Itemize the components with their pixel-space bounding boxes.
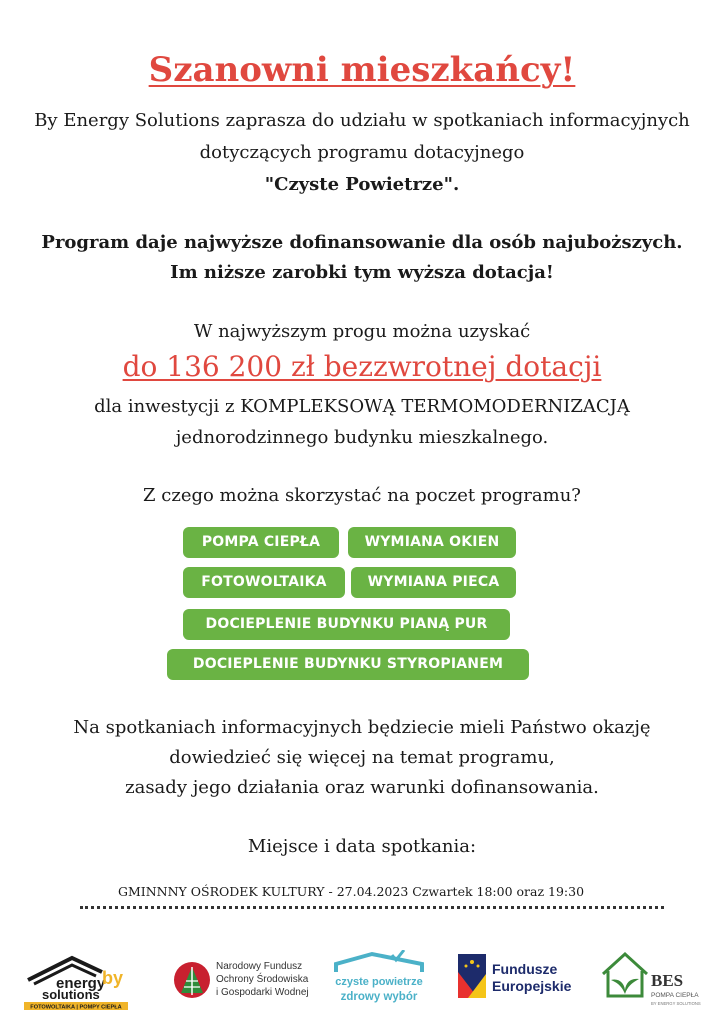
czyste-line-2: zdrowy wybór bbox=[340, 991, 418, 1003]
investment-line-2: jednorodzinnego budynku mieszkalnego. bbox=[175, 427, 549, 448]
question-text: Z czego można skorzystać na poczet programu? bbox=[143, 485, 581, 506]
nfosigw-logo bbox=[172, 955, 320, 1005]
bes-logo bbox=[599, 950, 705, 1008]
max-tier-text: W najwyższym progu można uzyskać bbox=[193, 321, 531, 342]
czyste-line-1: czyste powietrze bbox=[335, 976, 423, 988]
option-furnace-replacement: WYMIANA PIECA bbox=[351, 567, 516, 598]
info-line-3: zasady jego działania oraz warunki dofinansowania. bbox=[125, 777, 599, 798]
energy-solutions-logo bbox=[22, 952, 130, 1010]
solutions-word: solutions bbox=[42, 987, 100, 1002]
energy-word: energy bbox=[56, 975, 106, 992]
highlight-line-1: Program daje najwyższe dofinansowanie dla osób najuboższych. bbox=[41, 232, 683, 253]
intro-line-2: dotyczących programu dotacyjnego bbox=[199, 142, 525, 163]
nfos-line-1: Narodowy Fundusz bbox=[216, 961, 303, 972]
intro-line-1: By Energy Solutions zaprasza do udziału w spotkaniach informacyjnych bbox=[34, 110, 690, 131]
program-name: "Czyste Powietrze". bbox=[264, 174, 460, 195]
bes-name: BES bbox=[651, 971, 684, 990]
place-label: Miejsce i data spotkania: bbox=[247, 836, 477, 857]
by-word: by bbox=[102, 968, 124, 988]
fundusze-line-2: Europejskie bbox=[492, 978, 572, 994]
bes-line-2: BY ENERGY SOLUTIONS bbox=[651, 1001, 701, 1006]
nfos-line-3: i Gospodarki Wodnej bbox=[216, 987, 309, 998]
fundusze-europejskie-logo bbox=[456, 952, 576, 1002]
meeting-details: GMINNNY OŚRODEK KULTURY - 27.04.2023 Czwartek 18:00 oraz 19:30 bbox=[118, 884, 585, 899]
info-line-1: Na spotkaniach informacyjnych będziecie mieli Państwo okazję bbox=[73, 717, 651, 738]
option-window-replacement: WYMIANA OKIEN bbox=[348, 527, 516, 558]
bes-line-1: POMPA CIEPŁA bbox=[651, 992, 699, 999]
option-styrofoam-insulation: DOCIEPLENIE BUDYNKU STYROPIANEM bbox=[167, 649, 529, 680]
dotted-line bbox=[80, 906, 664, 909]
option-heat-pump: POMPA CIEPŁA bbox=[183, 527, 339, 558]
energy-tagline: FOTOWOLTAIKA | POMPY CIEPŁA bbox=[30, 1004, 122, 1010]
option-photovoltaics: FOTOWOLTAIKA bbox=[183, 567, 345, 598]
page-title: Szanowni mieszkańcy! bbox=[148, 50, 576, 90]
czyste-powietrze-logo bbox=[332, 950, 426, 1006]
option-pur-foam-insulation: DOCIEPLENIE BUDYNKU PIANĄ PUR bbox=[183, 609, 510, 640]
highlight-line-2: Im niższe zarobki tym wyższa dotacja! bbox=[170, 262, 554, 283]
nfos-line-2: Ochrony Środowiska bbox=[216, 974, 309, 985]
investment-line-1: dla inwestycji z KOMPLEKSOWĄ TERMOMODERNIZACJĄ bbox=[94, 396, 630, 417]
fundusze-line-1: Fundusze bbox=[492, 961, 558, 977]
grant-amount: do 136 200 zł bezzwrotnej dotacji bbox=[122, 350, 602, 383]
info-line-2: dowiedzieć się więcej na temat programu, bbox=[169, 747, 555, 768]
